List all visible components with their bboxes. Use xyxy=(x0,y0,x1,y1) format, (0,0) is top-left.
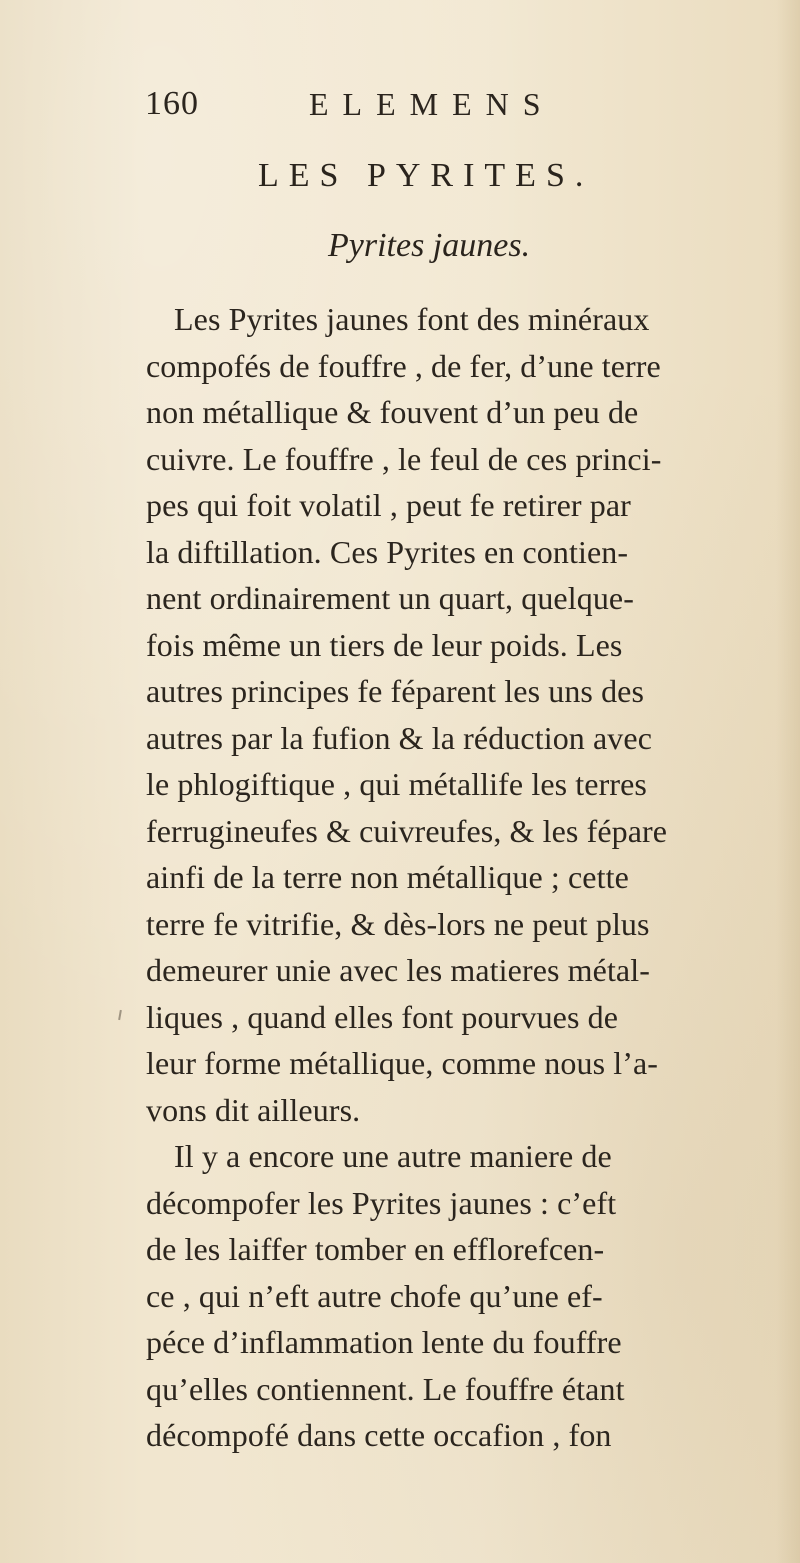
subsection-title: Pyrites jaunes. xyxy=(328,227,531,264)
text-line: ainfi de la terre non métallique ; cette xyxy=(146,859,629,895)
text-line: vons dit ailleurs. xyxy=(146,1091,361,1128)
running-title: ELEMENS xyxy=(309,86,555,122)
text-line: de les laiffer tomber en efflorefcen- xyxy=(146,1231,605,1267)
text-line: ferrugineufes & cuivreufes, & les fépare xyxy=(146,812,668,849)
text-line: Les Pyrites jaunes font des minéraux xyxy=(174,301,650,337)
text-line: ce , qui n’eft autre chofe qu’une ef- xyxy=(146,1277,603,1314)
text-line: terre fe vitrifie, & dès-lors ne peut plus xyxy=(146,905,650,942)
text-line: nent ordinairement un quart, quelque- xyxy=(146,580,634,616)
body-text xyxy=(146,296,766,1459)
text-line: autres principes fe féparent les uns des xyxy=(146,673,645,709)
text-line: fois même un tiers de leur poids. Les xyxy=(146,626,623,663)
text-line: péce d’inflammation lente du fouffre xyxy=(146,1324,622,1360)
margin-mark xyxy=(118,1010,122,1020)
text-line: décompofé dans cette occafion , fon xyxy=(146,1417,612,1453)
text-line: le phlogiftique , qui métallife les terres xyxy=(146,766,647,802)
text-line: qu’elles contiennent. Le fouffre étant xyxy=(146,1370,625,1407)
text-line: décompofer les Pyrites jaunes : c’eft xyxy=(146,1184,617,1221)
text-line: non métallique & fouvent d’un peu de xyxy=(146,394,639,430)
running-head xyxy=(145,82,605,126)
text-line: pes qui foit volatil , peut fe retirer par xyxy=(146,487,631,523)
text-line: Il y a encore une autre maniere de xyxy=(174,1138,612,1174)
text-line: cuivre. Le fouffre , le feul de ces princi- xyxy=(146,440,662,477)
text-line: compofés de fouffre , de fer, d’une terre xyxy=(146,347,661,384)
section-title: LES PYRITES. xyxy=(258,157,594,194)
text-line: autres par la fufion & la réduction avec xyxy=(146,719,652,756)
text-line: demeurer unie avec les matieres métal- xyxy=(146,952,650,988)
page-number: 160 xyxy=(145,85,199,122)
text-line: la diftillation. Ces Pyrites en contien- xyxy=(146,533,629,570)
text-line: leur forme métallique, comme nous l’a- xyxy=(146,1045,659,1081)
text-line: liques , quand elles font pourvues de xyxy=(146,998,619,1035)
